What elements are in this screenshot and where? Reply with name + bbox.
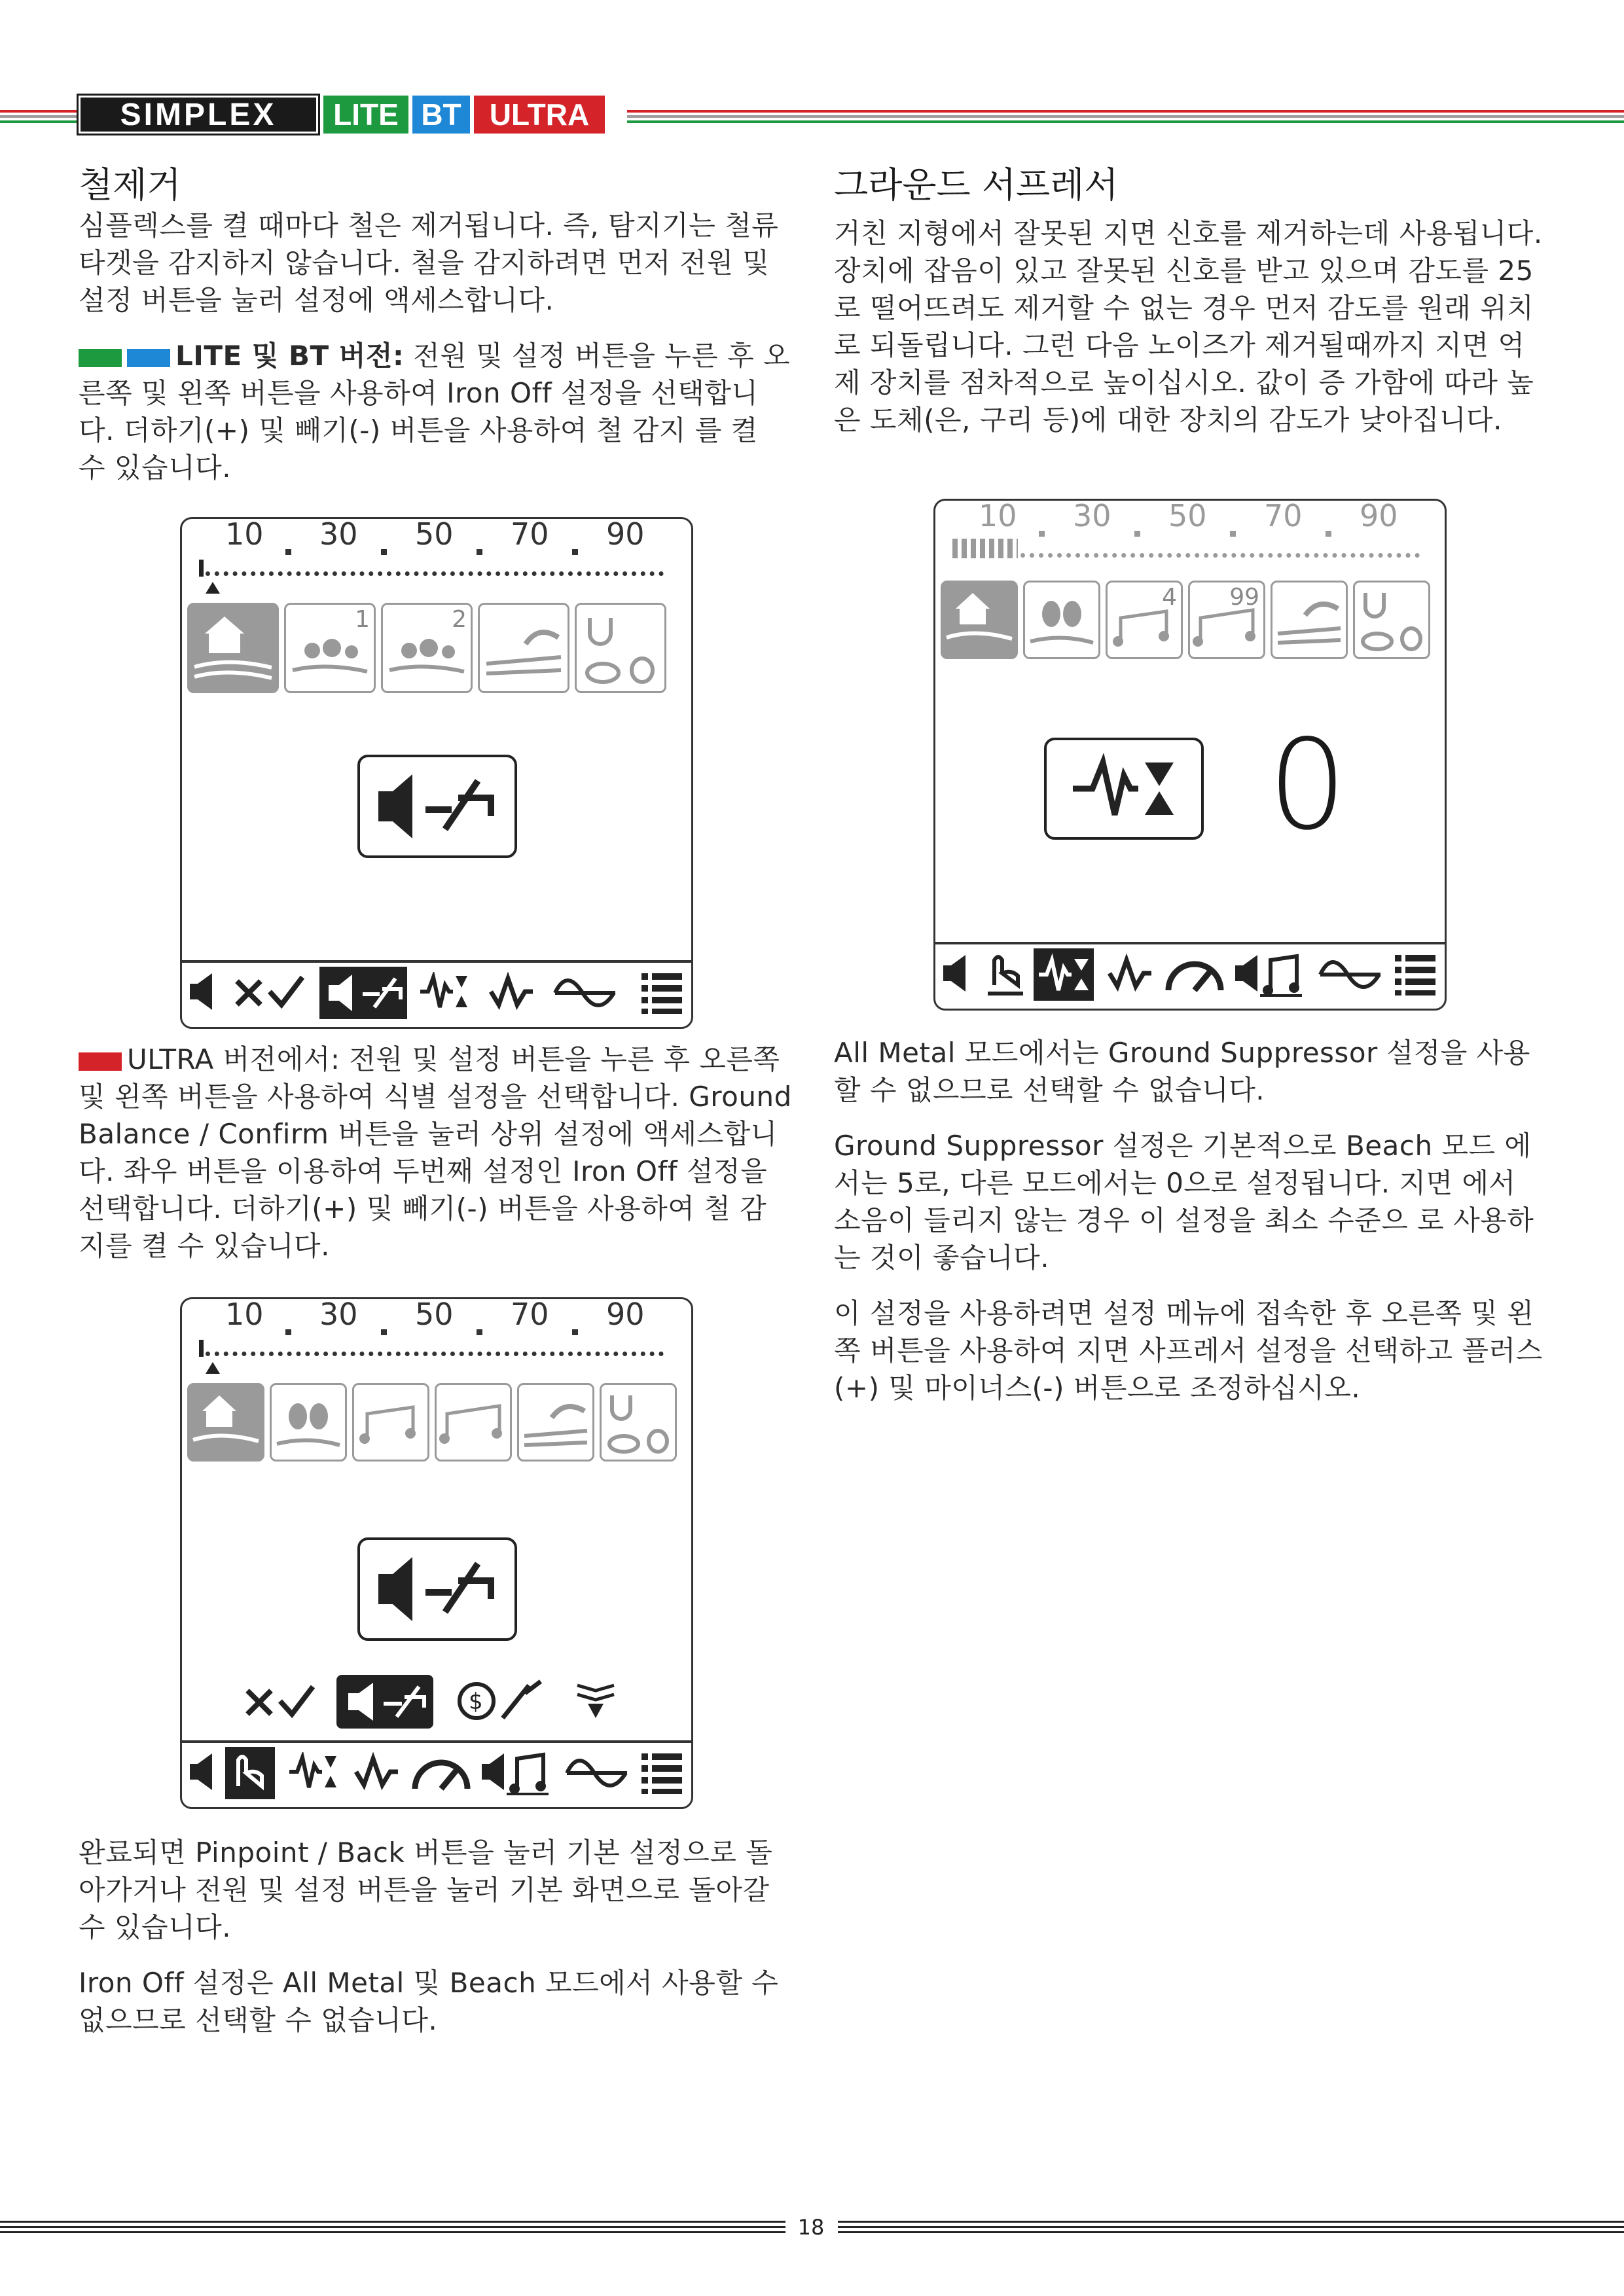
tone-break-icon[interactable]	[575, 1681, 617, 1721]
ground-balance-icon[interactable]	[353, 1752, 399, 1791]
header-lines-right	[627, 110, 1624, 127]
lcd-screen-ultra	[180, 1297, 693, 1809]
signal-scale	[206, 1352, 664, 1356]
how-to-use-paragraph: 이 설정을 사용하려면 설정 메뉴에 접속한 후 오른쪽 및 왼쪽 버튼을 사용하여 지면 사프레서 설정을 선택하고 플러스(+) 및 마이너스(-) 버튼으로 조정하십시오.	[834, 1297, 1543, 1404]
ultra-paragraph-block	[79, 1041, 792, 1265]
scale-label: 70	[511, 516, 549, 552]
ground-suppressor-intro: 거친 지형에서 잘못된 지면 신호를 제거하는데 사용됩니다. 장치에 잡음이 있고 잘못된 신호를 받고 있으며 감도를 25로 떨어뜨려도 제거할 수 없는 경우 먼저 감도를 원래 위치로 되돌립니다. 그런 다음 노이즈가 제거될때까지 지면 억제 장치를 점차적으로 높이십시오. 값이 증 가함에 따라 높은 도체(은, 구리 등)에 대한 장치의 감도가 낮아집니다.	[834, 217, 1543, 436]
scale-label: 90	[606, 1297, 645, 1332]
tone-volume-icon[interactable]	[1234, 954, 1307, 997]
menu-list-icon[interactable]	[1395, 954, 1435, 996]
logo-simplex: SIMPLEX	[79, 96, 318, 134]
sub-settings-row	[182, 1675, 691, 1730]
ground-balance-icon[interactable]	[488, 972, 534, 1011]
ground-suppressor-setting-box	[1044, 738, 1204, 840]
header-lines-left	[0, 110, 77, 127]
bt-color-square	[127, 349, 170, 367]
menu-list-icon[interactable]	[641, 1752, 682, 1794]
mode-beach-icon[interactable]	[478, 603, 569, 693]
ground-suppressor-icon[interactable]	[288, 1752, 338, 1791]
signal-scale	[1020, 553, 1420, 558]
mode-beach-icon[interactable]	[517, 1383, 594, 1462]
iron-off-icon	[360, 757, 514, 855]
mode-music-4-icon[interactable]: 4	[1106, 581, 1183, 659]
sensitivity-gauge-icon[interactable]	[1164, 954, 1225, 993]
scale-label: 90	[1360, 498, 1398, 533]
logo-bt: BT	[412, 96, 470, 134]
scale-label: 10	[225, 1297, 264, 1332]
mode-icons	[187, 603, 672, 693]
mode-field-icon[interactable]	[187, 1383, 264, 1462]
left-column	[79, 164, 792, 486]
mode-park-icon[interactable]	[270, 1383, 347, 1462]
scale-label: 50	[415, 1297, 454, 1332]
sensitivity-gauge-icon[interactable]	[411, 1752, 471, 1791]
settings-hand-tab-icon[interactable]	[225, 1747, 275, 1799]
mode-music-99-icon[interactable]: 99	[1188, 581, 1265, 659]
bottom-menu-bar	[935, 942, 1445, 1009]
discrimination-icon[interactable]	[234, 972, 306, 1011]
ground-suppressor-icon[interactable]	[419, 972, 469, 1011]
scale-label: 70	[511, 1297, 549, 1332]
signal-scale	[206, 571, 664, 576]
logo-ultra: ULTRA	[474, 96, 605, 134]
discrimination-icon[interactable]	[245, 1681, 317, 1721]
default-values-paragraph: Ground Suppressor 설정은 기본적으로 Beach 모드 에서는 5로, 다른 모드에서는 0으로 설정됩니다. 지면 에서 소음이 들리지 않는 경우 이 설정을 최소 수준으 로 사용하는 것이 좋습니다.	[834, 1130, 1534, 1274]
mode-all-metal-icon[interactable]	[600, 1383, 677, 1462]
iron-off-icon	[360, 1540, 514, 1638]
scale-label: 10	[979, 498, 1017, 533]
ground-suppressor-icon	[1047, 740, 1201, 837]
scale-label: 50	[1168, 498, 1207, 533]
scale-label: 50	[415, 516, 454, 552]
frequency-icon[interactable]	[552, 972, 618, 1011]
lcd-screen-ground-suppressor	[933, 499, 1447, 1011]
left-bottom-text	[79, 1834, 792, 2039]
mode-beach-icon[interactable]	[1271, 581, 1348, 659]
ultra-color-square	[79, 1052, 122, 1071]
scale-label: 10	[225, 516, 264, 552]
iron-off-tab-icon[interactable]	[336, 1675, 433, 1729]
iron-off-tab-icon[interactable]	[319, 967, 407, 1019]
ultra-text: ULTRA 버전에서: 전원 및 설정 버튼을 누른 후 오른쪽 및 왼쪽 버튼을 사용하여 식별 설정을 선택합니다. Ground Balance / Confirm 버튼을 눌러 상위 설정에 액세스합니다. 좌우 버튼을 이용하여 두번째 설정인 Iron Off 설정을 선택합니다. 더하기(+) 및 빼기(-) 버튼을 사용하여 철 감지를 켤 수 있습니다.	[79, 1043, 792, 1262]
menu-list-icon[interactable]	[641, 972, 682, 1014]
simplex-logo	[79, 96, 605, 134]
ultra-paragraph	[79, 1041, 792, 1265]
lite-bt-label: LITE 및 BT 버전:	[175, 340, 405, 372]
bottom-menu-bar	[182, 960, 691, 1027]
scale-label: 90	[606, 516, 645, 552]
mode-all-metal-icon[interactable]	[575, 603, 666, 693]
mode-all-metal-icon[interactable]	[1353, 581, 1430, 659]
finish-paragraph: 완료되면 Pinpoint / Back 버튼을 눌러 기본 설정으로 돌아가거나 전원 및 설정 버튼을 눌러 기본 화면으로 돌아갈 수 있습니다.	[79, 1837, 773, 1943]
bottom-menu-bar	[182, 1740, 691, 1807]
mode-field-icon[interactable]	[187, 603, 279, 693]
scale-label: 30	[1073, 498, 1111, 533]
ground-suppressor-title: 그라운드 서프레서	[834, 164, 1119, 206]
scale-label: 30	[319, 1297, 358, 1332]
ground-balance-icon[interactable]	[1107, 954, 1153, 993]
iron-off-setting-box	[357, 755, 517, 858]
frequency-icon[interactable]	[1318, 954, 1383, 993]
lite-bt-text: 전원 및 설정 버튼을 누른 후 오 른쪽 및 왼쪽 버튼을 사용하여 Iron Off 설정을 선택합니 다. 더하기(+) 및 빼기(-) 버튼을 사용하여 철 감지 를 켤 수 있습니다.	[79, 340, 791, 484]
lcd-screen-lite-bt	[180, 517, 693, 1029]
volume-icon[interactable]	[942, 954, 968, 993]
scale-label: 70	[1264, 498, 1303, 533]
pointer-arrow-icon	[206, 582, 220, 594]
iron-off-title: 철제거	[79, 164, 181, 206]
settings-hand-icon[interactable]	[988, 954, 1023, 997]
ground-suppressor-value: 0	[1268, 713, 1347, 857]
mode-park-1-icon[interactable]: 1	[284, 603, 376, 693]
right-column	[834, 164, 1547, 439]
frequency-icon[interactable]	[564, 1752, 630, 1791]
mode-music-icon[interactable]	[352, 1383, 429, 1462]
volume-icon[interactable]	[189, 1752, 215, 1791]
mode-park-2-icon[interactable]: 2	[381, 603, 473, 693]
pointer-arrow-icon	[206, 1362, 220, 1374]
iron-off-setting-box	[357, 1537, 517, 1641]
logo-lite: LITE	[323, 96, 408, 134]
footer-lines-left	[0, 2221, 785, 2236]
lite-color-square	[79, 349, 122, 367]
iron-off-intro: 심플렉스를 켤 때마다 철은 제거됩니다. 즉, 탐지기는 철류 타겟을 감지하지 않습니다. 철을 감지하려면 먼저 전원 및 설정 버튼을 눌러 설정에 액세스합니다.	[79, 209, 779, 316]
mode-park-icon[interactable]	[1023, 581, 1100, 659]
mode-icons	[941, 581, 1435, 659]
scale-label: 30	[319, 516, 358, 552]
mode-icons	[187, 1383, 682, 1462]
mode-music-multi-icon[interactable]	[435, 1383, 512, 1462]
tone-volume-icon[interactable]	[480, 1752, 554, 1795]
ground-suppressor-tab-icon[interactable]	[1034, 948, 1094, 1001]
footer-lines-right	[838, 2221, 1624, 2236]
page-number: 18	[797, 2215, 825, 2240]
mode-field-icon[interactable]	[941, 581, 1018, 659]
svg-text:$: $	[469, 1689, 483, 1715]
right-bottom-text	[834, 1034, 1547, 1407]
iron-off-note: Iron Off 설정은 All Metal 및 Beach 모드에서 사용할 수 없으므로 선택할 수 없습니다.	[79, 1967, 779, 2036]
all-metal-note: All Metal 모드에서는 Ground Suppressor 설정을 사용할 수 없으므로 선택할 수 없습니다.	[834, 1037, 1530, 1106]
volume-icon[interactable]	[189, 972, 215, 1011]
coin-probe-icon[interactable]	[457, 1679, 549, 1722]
lite-bt-paragraph	[79, 337, 792, 486]
